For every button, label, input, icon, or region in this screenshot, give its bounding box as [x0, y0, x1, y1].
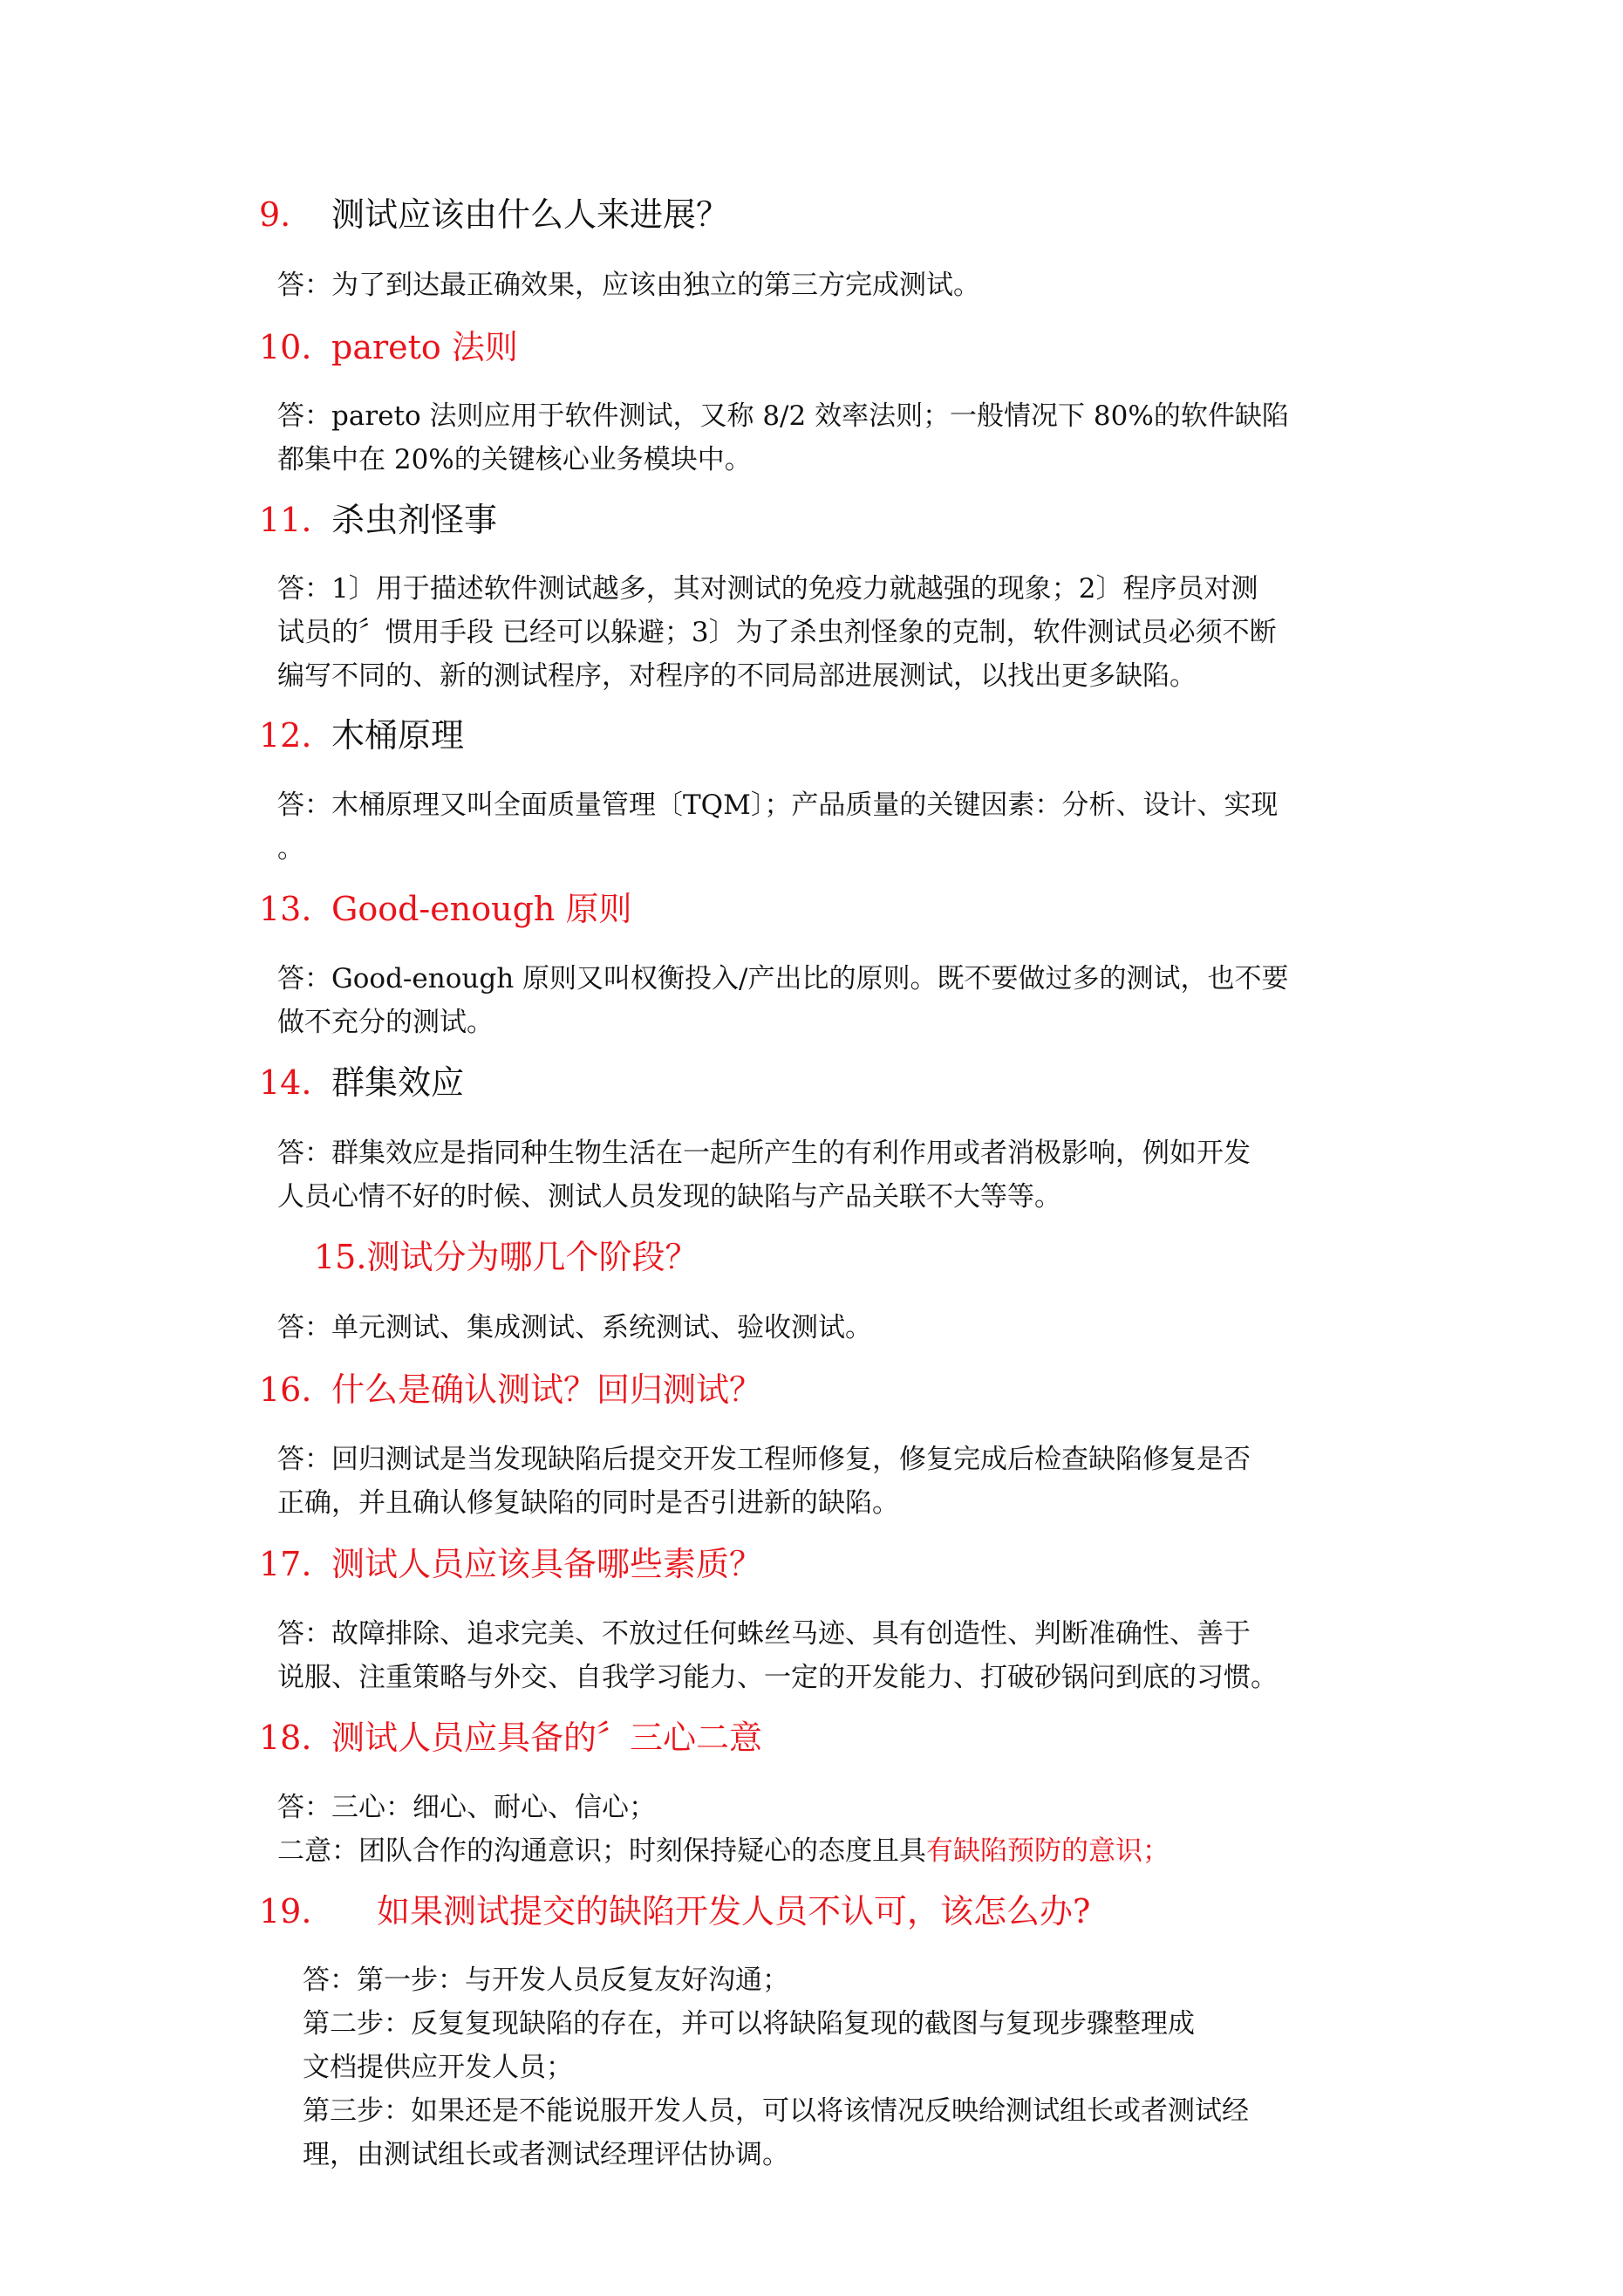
- heading-number: 17.: [259, 1545, 312, 1583]
- answer-11: [277, 567, 1277, 698]
- answer-line: 试员的〞惯用手段 已经可以躲避；3〕为了杀虫剂怪象的克制，软件测试员必须不断: [277, 617, 1277, 648]
- answer-line: 答：为了到达最正确效果，应该由独立的第三方完成测试。: [277, 270, 980, 301]
- heading-title: 测试人员应具备的〞三心二意: [331, 1719, 763, 1757]
- heading-title: 群集效应: [331, 1063, 465, 1102]
- heading-title: Good-enough 原则: [331, 890, 632, 928]
- heading-number: 10.: [259, 328, 312, 366]
- answer-highlight: 有缺陷预防的意识；: [926, 1835, 1170, 1867]
- heading-9: [259, 195, 729, 235]
- heading-number: 9.: [259, 195, 291, 234]
- answer-line-mixed: [277, 1829, 1170, 1873]
- heading-title: 测试人员应该具备哪些素质？: [331, 1545, 763, 1583]
- heading-16: [259, 1370, 762, 1410]
- answer-line: 答：单元测试、集成测试、系统测试、验收测试。: [277, 1312, 872, 1343]
- answer-19: [303, 1958, 1249, 2176]
- heading-number: 19.: [259, 1892, 312, 1930]
- heading-12: [259, 715, 464, 755]
- heading-number: 12.: [259, 716, 312, 755]
- answer-15: [277, 1306, 872, 1350]
- heading-title: 杀虫剂怪事: [331, 501, 498, 539]
- answer-text: 二意：团队合作的沟通意识；时刻保持疑心的态度且具: [277, 1835, 926, 1867]
- heading-15: [314, 1237, 698, 1277]
- heading-18: [259, 1718, 762, 1758]
- answer-line: 答：群集效应是指同种生物生活在一起所产生的有利作用或者消极影响，例如开发: [277, 1138, 1251, 1169]
- heading-title: pareto 法则: [331, 328, 518, 366]
- answer-line: 理，由测试组长或者测试经理评估协调。: [303, 2139, 789, 2170]
- answer-17: [277, 1612, 1278, 1699]
- answer-line: 答：pareto 法则应用于软件测试，又称 8/2 效率法则；一般情况下 80%的软件缺陷: [277, 400, 1289, 432]
- heading-title: 测试应该由什么人来进展？: [331, 195, 730, 234]
- heading-number: 11.: [259, 501, 312, 539]
- heading-19: [259, 1891, 1090, 1931]
- answer-line: 第三步：如果还是不能说服开发人员，可以将该情况反映给测试组长或者测试经: [303, 2095, 1249, 2127]
- answer-9: [277, 263, 980, 307]
- answer-line: 编写不同的、新的测试程序，对程序的不同局部进展测试，以找出更多缺陷。: [277, 660, 1197, 692]
- answer-line: 答：木桶原理又叫全面质量管理〔TQM〕；产品质量的关键因素：分析、设计、实现: [277, 789, 1279, 821]
- heading-title: 如果测试提交的缺陷开发人员不认可，该怎么办?: [377, 1892, 1091, 1930]
- heading-number: 16.: [259, 1370, 312, 1409]
- answer-line: 做不充分的测试。: [277, 1007, 494, 1038]
- heading-title: 测试分为哪几个阶段？: [366, 1238, 699, 1276]
- answer-line: 人员心情不好的时候、测试人员发现的缺陷与产品关联不大等等。: [277, 1181, 1061, 1213]
- answer-line: 答：Good-enough 原则又叫权衡投入/产出比的原则。既不要做过多的测试，也不要: [277, 963, 1289, 994]
- heading-13: [259, 889, 631, 929]
- answer-line: 都集中在 20%的关键核心业务模块中。: [277, 444, 752, 475]
- heading-14: [259, 1063, 464, 1103]
- answer-line: 答：第一步：与开发人员反复友好沟通；: [303, 1965, 789, 1996]
- answer-10: [277, 394, 1289, 482]
- answer-18: [277, 1786, 1170, 1873]
- answer-line: 。: [277, 833, 304, 864]
- heading-number: 15.: [314, 1238, 367, 1276]
- answer-16: [277, 1438, 1251, 1525]
- heading-number: 14.: [259, 1063, 312, 1102]
- answer-line: 正确，并且确认修复缺陷的同时是否引进新的缺陷。: [277, 1487, 899, 1519]
- heading-number: 18.: [259, 1719, 312, 1757]
- heading-11: [259, 500, 497, 540]
- heading-title: 木桶原理: [331, 716, 465, 755]
- answer-line: 答：三心：细心、耐心、信心；: [277, 1792, 656, 1823]
- answer-12: [277, 783, 1278, 871]
- answer-line: 答：1〕用于描述软件测试越多，其对测试的免疫力就越强的现象；2〕程序员对测: [277, 573, 1258, 605]
- answer-line: 文档提供应开发人员；: [303, 2052, 573, 2083]
- heading-number: 13.: [259, 890, 312, 928]
- answer-13: [277, 957, 1288, 1044]
- answer-line: 答：回归测试是当发现缺陷后提交开发工程师修复，修复完成后检查缺陷修复是否: [277, 1444, 1251, 1475]
- answer-line: 答：故障排除、追求完美、不放过任何蛛丝马迹、具有创造性、判断准确性、善于: [277, 1618, 1251, 1650]
- answer-14: [277, 1131, 1251, 1219]
- answer-line: 说服、注重策略与外交、自我学习能力、一定的开发能力、打破砂锅问到底的习惯。: [277, 1662, 1278, 1693]
- answer-line: 第二步：反复复现缺陷的存在，并可以将缺陷复现的截图与复现步骤整理成: [303, 2008, 1195, 2040]
- heading-title: 什么是确认测试？回归测试？: [331, 1370, 763, 1409]
- heading-17: [259, 1544, 762, 1584]
- heading-10: [259, 327, 518, 367]
